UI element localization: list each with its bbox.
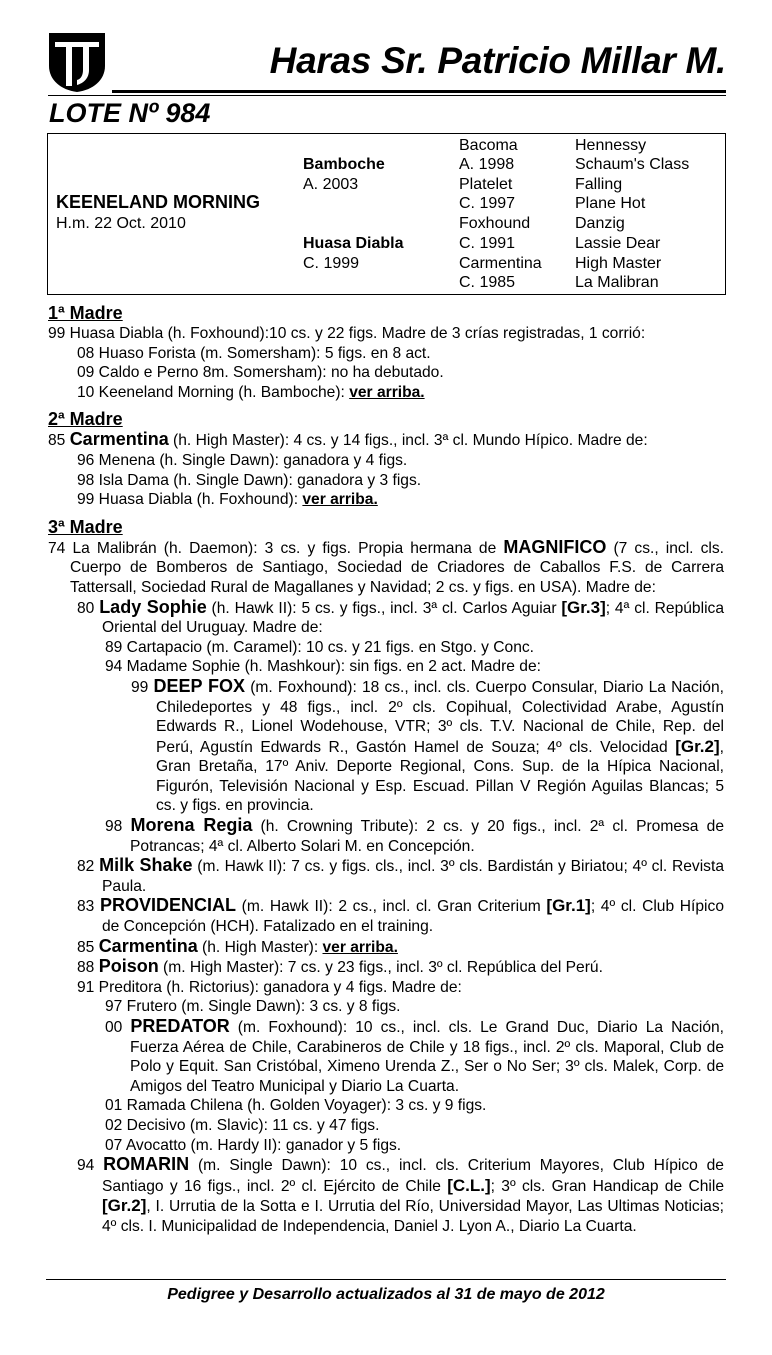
damsire-name: Foxhound <box>459 215 531 232</box>
entry: 99 DEEP FOX (m. Foxhound): 18 cs., incl. cls. Cuerpo Consular, Diario La Nación, Chiledeportes y 48 figs., incl. 2º cls. Copihual, Colectividad Arabe, Agustín Edwards R., Lionel Wodehouse, VTR; 3º cls. T.V. Nacional de Chile, Rep. del Perú, Agustín Edwards R., Gastón Hamel de Souza; 4º cls. Velocidad [Gr.2], Gran Bretaña, 17º Aniv. Deporte Regional, Cons. Sup. de la Hípica Nacional, Figurón, Televisión Nacional y Esp. Escuad. Pillan V Región Aguilas Blancas; 5 cs. y figs. en provincia. <box>131 675 724 815</box>
entry: 80 Lady Sophie (h. Hawk II): 5 cs. y figs., incl. 3ª cl. Carlos Aguiar [Gr.3]; 4ª cl. República Oriental del Uruguay. Madre de: <box>77 596 724 637</box>
farm-title: Haras Sr. Patricio Millar M. <box>269 40 726 81</box>
damdam-info: C. 1985 <box>459 274 516 291</box>
dam-info: C. 1999 <box>303 255 360 272</box>
granddam-info: C. 1997 <box>459 195 516 212</box>
granddam-name: Platelet <box>459 176 513 193</box>
entry: 91 Preditora (h. Rictorius): ganadora y 4 figs. Madre de: <box>77 978 462 996</box>
entry: 07 Avocatto (m. Hardy II): ganador y 5 figs. <box>105 1136 402 1154</box>
ancestor: Lassie Dear <box>575 235 661 252</box>
header-rule-thin <box>48 95 726 96</box>
pedigree-table <box>47 133 726 295</box>
ver-arriba-ref: ver arriba. <box>349 383 425 401</box>
section-title-madre2: 2ª Madre <box>48 409 123 430</box>
entry: 88 Poison (m. High Master): 7 cs. y 23 figs., incl. 3º cl. República del Perú. <box>77 956 603 977</box>
subject-info: H.m. 22 Oct. 2010 <box>56 215 186 232</box>
entry: 97 Frutero (m. Single Dawn): 3 cs. y 8 figs. <box>105 998 401 1016</box>
grandsire-name: Bacoma <box>459 137 518 154</box>
entry: 99 Huasa Diabla (h. Foxhound): ver arriba. <box>77 491 378 509</box>
ancestor: Schaum's Class <box>575 156 690 173</box>
entry: 82 Milk Shake (m. Hawk II): 7 cs. y figs. cls., incl. 3º cls. Bardistán y Biriatou; 4º cl. Revista Paula. <box>77 855 724 895</box>
sire-name: Bamboche <box>303 156 385 173</box>
ancestor: High Master <box>575 255 662 272</box>
entry: 09 Caldo e Perno 8m. Somersham): no ha debutado. <box>77 364 444 382</box>
ancestor: Danzig <box>575 215 625 232</box>
lot-number: LOTE Nº 984 <box>49 98 211 128</box>
grandsire-info: A. 1998 <box>459 156 515 173</box>
entry: 85 Carmentina (h. High Master): ver arriba. <box>77 935 398 956</box>
entry: 00 PREDATOR (m. Foxhound): 10 cs., incl. cls. Le Grand Duc, Diario La Nación, Fuerza Aérea de Chile, Carabineros de Chile y 18 figs., incl. 2º cls. Maporal, Club de Polo y Equit. San Cristóbal, Ximeno Urenda Z., Ser o No Ser; 3º cls. Malek, Corp. de Amigos del Teatro Municipal y Diario La Cuarta. <box>105 1016 724 1095</box>
dam-name: Huasa Diabla <box>303 235 404 252</box>
damsire-info: C. 1991 <box>459 235 516 252</box>
entry: 08 Huaso Forista (m. Somersham): 5 figs. en 8 act. <box>77 344 431 362</box>
ancestor: La Malibran <box>575 274 659 291</box>
entry: 01 Ramada Chilena (h. Golden Voyager): 3 cs. y 9 figs. <box>105 1097 487 1115</box>
section-title-madre3: 3ª Madre <box>48 516 123 537</box>
footer-rule <box>46 1279 726 1280</box>
entry: 83 PROVIDENCIAL (m. Hawk II): 2 cs., incl. cl. Gran Criterium [Gr.1]; 4º cl. Club Hípico de Concepción (HCH). Fatalizado en el training. <box>77 895 724 936</box>
ver-arriba-ref: ver arriba. <box>302 491 378 509</box>
ancestor: Falling <box>575 176 623 193</box>
section-title-madre1: 1ª Madre <box>48 303 123 323</box>
ver-arriba-ref: ver arriba. <box>322 938 398 956</box>
entry: 96 Menena (h. Single Dawn): ganadora y 4 figs. <box>77 451 408 469</box>
subject-name: KEENELAND MORNING <box>56 192 261 212</box>
damdam-name: Carmentina <box>459 255 542 272</box>
entry: 94 ROMARIN (m. Single Dawn): 10 cs., incl. cls. Criterium Mayores, Club Hípico de Santiago y 16 figs., incl. 2º cl. Ejército de Chile [C.L.]; 3º cls. Gran Handicap de Chile [Gr.2], I. Urrutia de la Sotta e I. Urrutia del Río, Universidad Mayor, Las Ultimas Noticias; 4º cls. I. Municipalidad de Independencia, Daniel J. Lyon A., Diario La Cuarta. <box>77 1154 724 1235</box>
entry: 98 Morena Regia (h. Crowning Tribute): 2 cs. y 20 figs., incl. 2ª cl. Promesa de Potrancas; 4ª cl. Alberto Solari M. en Concepción. <box>105 815 724 855</box>
sire-info: A. 2003 <box>303 176 359 193</box>
entry: 89 Cartapacio (m. Caramel): 10 cs. y 21 figs. en Stgo. y Conc. <box>105 638 535 656</box>
entry: 10 Keeneland Morning (h. Bamboche): ver arriba. <box>77 383 425 401</box>
entry: 94 Madame Sophie (h. Mashkour): sin figs. en 2 act. Madre de: <box>105 658 541 676</box>
haras-logo-icon <box>46 30 108 94</box>
entry: 98 Isla Dama (h. Single Dawn): ganadora y 3 figs. <box>77 471 422 489</box>
header-rule <box>112 90 726 93</box>
entry: 85 Carmentina (h. High Master): 4 cs. y 14 figs., incl. 3ª cl. Mundo Hípico. Madre de: <box>48 429 648 450</box>
entry: 02 Decisivo (m. Slavic): 11 cs. y 47 figs. <box>105 1116 380 1134</box>
produce-record <box>48 302 724 1237</box>
ancestor: Hennessy <box>575 137 647 154</box>
ancestor: Plane Hot <box>575 195 646 212</box>
entry: 74 La Malibrán (h. Daemon): 3 cs. y figs. Propia hermana de MAGNIFICO (7 cs., incl. cls. Cuerpo de Bomberos de Santiago, Sociedad de Criadores de Caballos F.S. de Carrera Tattersall, Sociedad Rural de Magallanes y Navidad; 2 cs. y figs. en USA). Madre de: <box>48 536 724 596</box>
entry: 99 Huasa Diabla (h. Foxhound):10 cs. y 22 figs. Madre de 3 crías registradas, 1 corrió: <box>48 325 646 342</box>
footer-note: Pedigree y Desarrollo actualizados al 31 de mayo de 2012 <box>167 1286 605 1303</box>
